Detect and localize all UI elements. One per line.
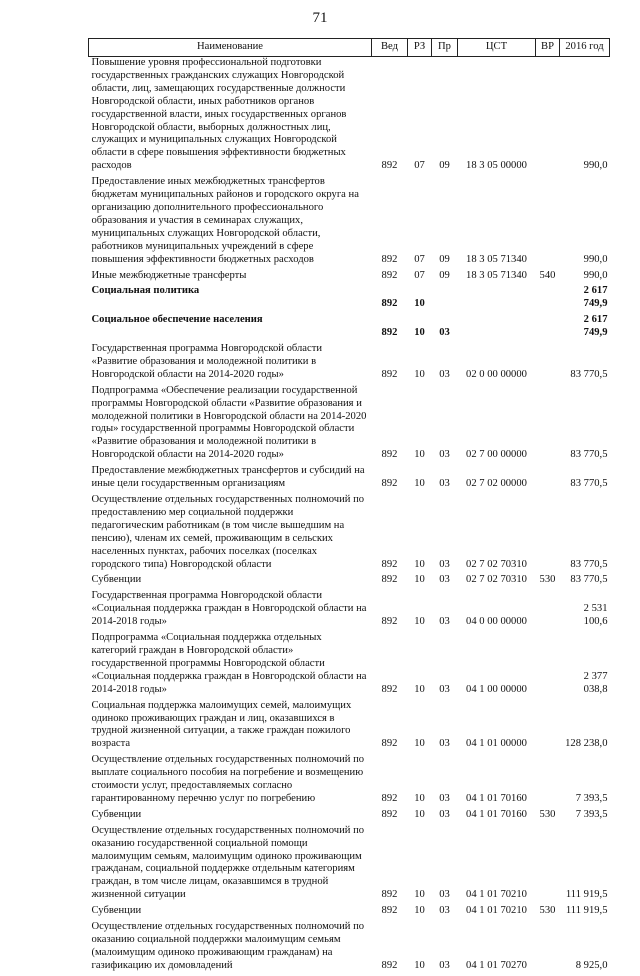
row-cst: 04 1 01 70160 xyxy=(466,792,527,804)
row-vr xyxy=(536,285,560,314)
row-pr: 03 xyxy=(439,889,450,901)
row-vr xyxy=(536,385,560,465)
table-row xyxy=(89,343,610,385)
row-pr: 09 xyxy=(439,160,450,172)
row-name: Повышение уровня профессиональной подготовки государственных гражданских служащих Новгородской области, лиц, замещающих государственные должности Новгородской области, иных работников органов государственной власти, иных государственных органов Новгородской области, выборных должностных лиц, служащих и муниципальных служащих Новгородской области в сфере повышения эффективности бюджетных расходов xyxy=(91,57,347,172)
row-name: Социальная поддержка малоимущих семей, малоимущих одиноко проживающих граждан и лиц, оказавшихся в трудной жизненной ситуации, а также граждан пожилого возраста xyxy=(91,699,352,750)
row-pr: 03 xyxy=(439,792,450,804)
row-rz: 07 xyxy=(414,160,425,172)
row-name: Осуществление отдельных государственных полномочий по предоставлению мер социальной поддержки педагогическим работникам (в том числе вышедшим на пенсию), членам их семей, проживающим в сельских населенных пунктах, рабочих поселках (поселках городского типа) Новгородской области xyxy=(91,494,365,570)
row-vr: 530 xyxy=(539,905,556,917)
row-cst: 04 1 01 70270 xyxy=(466,959,527,971)
row-pr: 03 xyxy=(439,368,450,380)
row-cst: 04 0 00 00000 xyxy=(466,616,527,628)
row-vr xyxy=(536,314,560,343)
table-row xyxy=(89,285,610,314)
row-ved: 892 xyxy=(381,160,398,172)
row-amount: 2 377 038,8 xyxy=(583,670,608,695)
table-row xyxy=(89,754,610,809)
table-row xyxy=(89,574,610,590)
row-name: Осуществление отдельных государственных полномочий по оказанию государственной социальной помощи малоимущим семьям, малоимущим одиноко проживающим гражданам, социальной поддержке отдельным категориям граждан, в том числе лицам, оказавшимся в трудной жизненной ситуации xyxy=(91,824,365,901)
row-pr: 03 xyxy=(439,959,450,971)
table-row xyxy=(89,700,610,755)
row-vr xyxy=(536,176,560,269)
row-vr: 540 xyxy=(539,269,556,281)
row-rz: 10 xyxy=(414,327,425,339)
row-ved: 892 xyxy=(381,616,398,628)
row-amount: 128 238,0 xyxy=(565,738,608,750)
row-vr xyxy=(536,632,560,700)
row-rz: 10 xyxy=(414,368,425,380)
row-amount: 83 770,5 xyxy=(570,478,608,490)
row-rz: 07 xyxy=(414,253,425,265)
row-vr xyxy=(536,825,560,905)
row-ved: 892 xyxy=(381,905,398,917)
row-vr: 530 xyxy=(539,574,556,586)
row-cst: 04 1 00 00000 xyxy=(466,683,527,695)
row-vr xyxy=(536,700,560,755)
row-rz: 10 xyxy=(414,905,425,917)
row-amount: 111 919,5 xyxy=(565,889,608,901)
row-cst: 02 7 02 70310 xyxy=(466,574,527,586)
row-amount: 83 770,5 xyxy=(570,574,608,586)
row-cst xyxy=(458,285,536,314)
row-name: Осуществление отдельных государственных полномочий по оказанию социальной поддержки малоимущим семьям (малоимущим одиноко проживающим гражданам) на газификацию их домовладений xyxy=(91,921,365,971)
row-name: Иные межбюджетные трансферты xyxy=(91,269,247,281)
table-row xyxy=(89,57,610,177)
row-rz: 10 xyxy=(414,558,425,570)
table-row xyxy=(89,921,610,976)
row-ved: 892 xyxy=(381,808,398,820)
table-row xyxy=(89,385,610,465)
budget-table xyxy=(88,38,610,976)
row-vr xyxy=(536,590,560,632)
table-row xyxy=(89,590,610,632)
row-ved: 892 xyxy=(381,253,398,265)
row-amount: 990,0 xyxy=(583,269,608,281)
row-cst: 04 1 01 70210 xyxy=(466,889,527,901)
row-cst xyxy=(458,314,536,343)
row-amount: 111 919,5 xyxy=(565,905,608,917)
row-pr: 03 xyxy=(439,808,450,820)
row-rz: 10 xyxy=(414,683,425,695)
header-ved: Вед xyxy=(372,39,408,57)
row-cst: 04 1 01 70160 xyxy=(466,808,527,820)
row-rz: 10 xyxy=(414,792,425,804)
row-vr xyxy=(536,465,560,494)
row-rz: 10 xyxy=(414,449,425,461)
row-pr: 03 xyxy=(439,905,450,917)
row-ved: 892 xyxy=(381,683,398,695)
header-cst: ЦСТ xyxy=(458,39,536,57)
page-number: 71 xyxy=(312,10,328,26)
row-cst: 18 3 05 71340 xyxy=(466,253,527,265)
row-amount: 2 617 749,9 xyxy=(583,314,608,339)
row-name: Государственная программа Новгородской области «Социальная поддержка граждан в Новгородской области на 2014-2018 годы» xyxy=(91,590,367,628)
row-vr: 530 xyxy=(539,808,556,820)
row-ved: 892 xyxy=(381,889,398,901)
table-row xyxy=(89,809,610,825)
row-pr: 03 xyxy=(439,327,450,339)
row-vr xyxy=(536,57,560,177)
row-name: Предоставление иных межбюджетных трансфертов бюджетам муниципальных районов и городского округа на организацию дополнительного профессионального образования и участия в семинарах служащих, муниципальных служащих Новгородской области, работников муниципальных учреждений в сфере повышения эффективности бюджетных расходов xyxy=(91,176,359,265)
row-amount: 7 393,5 xyxy=(575,808,608,820)
row-cst: 04 1 01 00000 xyxy=(466,738,527,750)
row-ved: 892 xyxy=(381,574,398,586)
row-pr: 03 xyxy=(439,449,450,461)
row-pr: 03 xyxy=(439,738,450,750)
table-row xyxy=(89,632,610,700)
row-rz: 10 xyxy=(414,959,425,971)
row-rz: 10 xyxy=(414,808,425,820)
row-name: Субвенции xyxy=(91,574,142,586)
row-amount: 990,0 xyxy=(583,160,608,172)
row-ved: 892 xyxy=(381,368,398,380)
row-name: Подпрограмма «Социальная поддержка отдельных категорий граждан в Новгородской области» государственной программы Новгородской области «Социальная поддержка граждан в Новгородской области на 2014-2018 годы» xyxy=(91,632,367,695)
row-cst: 02 7 02 00000 xyxy=(466,478,527,490)
row-pr: 03 xyxy=(439,616,450,628)
row-vr xyxy=(536,754,560,809)
table-row xyxy=(89,465,610,494)
row-pr: 03 xyxy=(439,574,450,586)
row-ved: 892 xyxy=(381,959,398,971)
row-amount: 2 617 749,9 xyxy=(583,285,608,310)
row-name: Субвенции xyxy=(91,905,142,917)
header-year: 2016 год xyxy=(560,39,610,57)
table-row xyxy=(89,825,610,905)
row-ved: 892 xyxy=(381,269,398,281)
table-body xyxy=(89,57,610,976)
row-pr: 03 xyxy=(439,558,450,570)
header-name: Наименование xyxy=(89,39,372,57)
row-rz: 10 xyxy=(414,738,425,750)
row-cst: 18 3 05 00000 xyxy=(466,160,527,172)
row-ved: 892 xyxy=(381,478,398,490)
row-rz: 10 xyxy=(414,478,425,490)
header-rz: РЗ xyxy=(408,39,432,57)
row-cst: 02 7 00 00000 xyxy=(466,449,527,461)
table-row xyxy=(89,494,610,574)
row-cst: 04 1 01 70210 xyxy=(466,905,527,917)
row-ved: 892 xyxy=(381,327,398,339)
row-name: Государственная программа Новгородской области «Развитие образования и молодежной политики в Новгородской области на 2014-2020 годы» xyxy=(91,343,323,380)
row-pr: 09 xyxy=(439,253,450,265)
row-amount: 7 393,5 xyxy=(575,792,608,804)
table-row xyxy=(89,314,610,343)
row-name: Социальное обеспечение населения xyxy=(91,314,263,326)
row-amount: 990,0 xyxy=(583,253,608,265)
table-row xyxy=(89,905,610,921)
row-amount: 83 770,5 xyxy=(570,558,608,570)
row-ved: 892 xyxy=(381,792,398,804)
header-pr: Пр xyxy=(432,39,458,57)
row-pr: 03 xyxy=(439,683,450,695)
row-amount: 83 770,5 xyxy=(570,368,608,380)
row-vr xyxy=(536,343,560,385)
row-rz: 10 xyxy=(414,616,425,628)
row-cst: 18 3 05 71340 xyxy=(466,269,527,281)
row-rz: 10 xyxy=(414,298,425,310)
row-pr: 09 xyxy=(439,269,450,281)
row-ved: 892 xyxy=(381,449,398,461)
row-amount: 83 770,5 xyxy=(570,449,608,461)
row-pr xyxy=(432,285,458,314)
row-name: Социальная политика xyxy=(91,285,200,297)
row-name: Субвенции xyxy=(91,808,142,820)
row-rz: 10 xyxy=(414,574,425,586)
table-header-row xyxy=(89,39,610,57)
row-name: Подпрограмма «Обеспечение реализации государственной программы Новгородской области «Развитие образования и молодежной политики в Новгородской области на 2014-2020 годы» государственной программы Новгородской области «Развитие образования и молодежной политики в Новгородской области на 2014-2020 годы» xyxy=(91,384,367,461)
header-vr: ВР xyxy=(536,39,560,57)
row-ved: 892 xyxy=(381,298,398,310)
row-rz: 07 xyxy=(414,269,425,281)
row-name: Предоставление межбюджетных трансфертов и субсидий на иные цели государственным организациям xyxy=(91,465,365,490)
row-amount: 2 531 100,6 xyxy=(583,603,608,628)
row-vr xyxy=(536,921,560,976)
row-name: Осуществление отдельных государственных полномочий по выплате социального пособия на погребение и возмещению стоимости услуг, предоставляемых согласно гарантированному перечню услуг по погребению xyxy=(91,754,365,804)
table-row xyxy=(89,270,610,286)
row-ved: 892 xyxy=(381,558,398,570)
row-amount: 8 925,0 xyxy=(575,959,608,971)
row-cst: 02 7 02 70310 xyxy=(466,558,527,570)
row-vr xyxy=(536,494,560,574)
row-rz: 10 xyxy=(414,889,425,901)
row-cst: 02 0 00 00000 xyxy=(466,368,527,380)
row-pr: 03 xyxy=(439,478,450,490)
table-row xyxy=(89,176,610,269)
row-ved: 892 xyxy=(381,738,398,750)
